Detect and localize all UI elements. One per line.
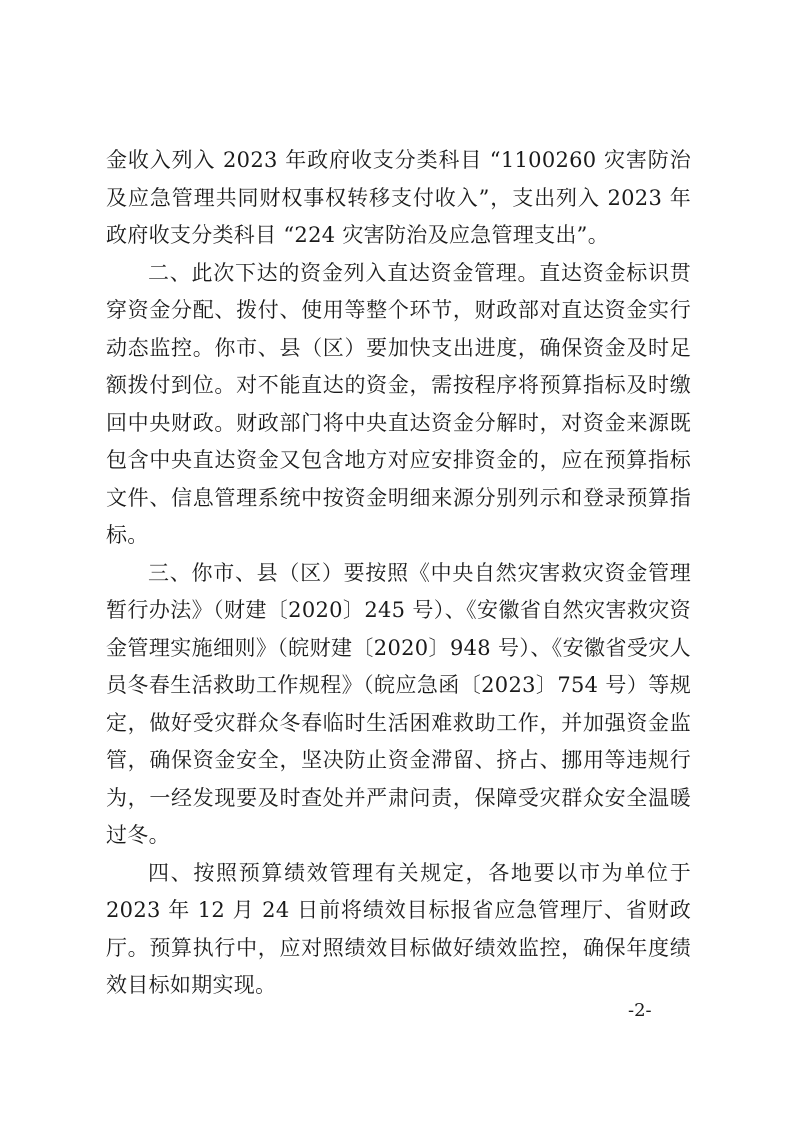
- paragraph-three: 三、你市、县（区）要按照《中央自然灾害救灾资金管理暂行办法》（财建〔2020〕245 号）、《安徽省自然灾害救灾资金管理实施细则》（皖财建〔2020〕948 号）、《安徽省受灾人员冬春生活救助工作规程》（皖应急函〔2023〕754 号）等规定，做好受灾群众冬春临时生活困难救助工作，并加强资金监管，确保资金安全，坚决防止资金滞留、挤占、挪用等违规行为，一经发现要及时查处并严肃问责，保障受灾群众安全温暖过冬。: [106, 560, 691, 847]
- paragraph-continuation: 金收入列入 2023 年政府收支分类科目 “1100260 灾害防治及应急管理共同财权事权转移支付收入”，支出列入 2023 年政府收支分类科目 “224 灾害防治及应急管理支出”。: [106, 148, 691, 247]
- page-number: -2-: [628, 1000, 652, 1021]
- paragraph-four: 四、按照预算绩效管理有关规定，各地要以市为单位于 2023 年 12 月 24 日前将绩效目标报省应急管理厅、省财政厅。预算执行中，应对照绩效目标做好绩效监控，确保年度绩效目标如期实现。: [106, 860, 691, 997]
- paragraph-two: 二、此次下达的资金列入直达资金管理。直达资金标识贯穿资金分配、拨付、使用等整个环节，财政部对直达资金实行动态监控。你市、县（区）要加快支出进度，确保资金及时足额拨付到位。对不能直达的资金，需按程序将预算指标及时缴回中央财政。财政部门将中央直达资金分解时，对资金来源既包含中央直达资金又包含地方对应安排资金的，应在预算指标文件、信息管理系统中按资金明细来源分别列示和登录预算指标。: [106, 260, 691, 547]
- document-body: [106, 142, 691, 1005]
